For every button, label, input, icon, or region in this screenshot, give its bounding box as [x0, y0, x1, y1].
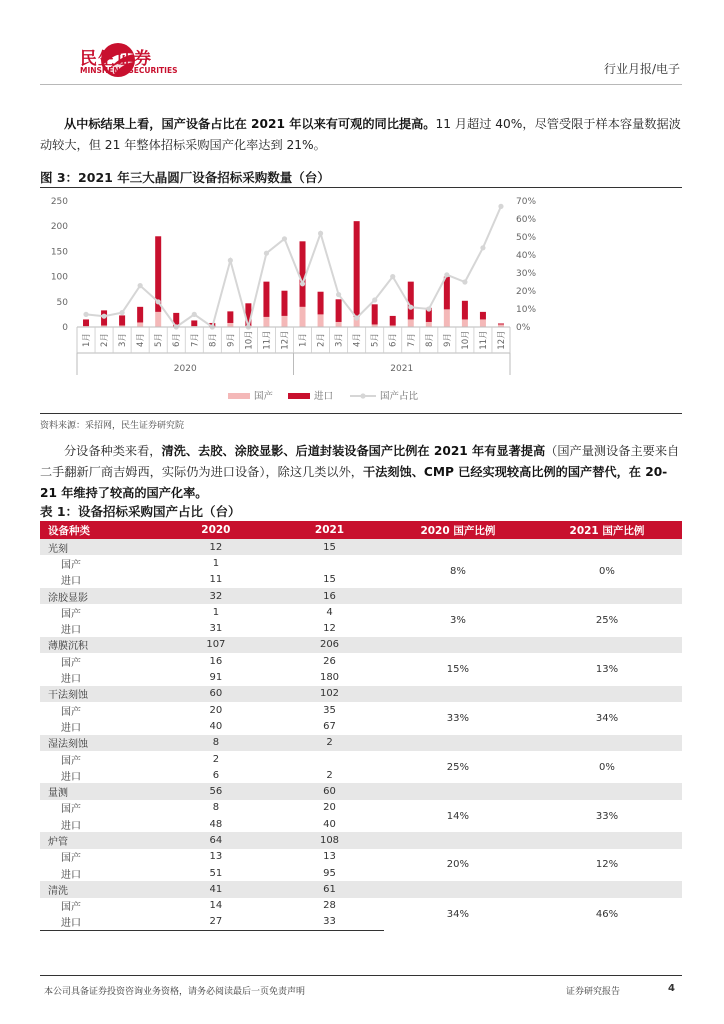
cell-blank: [384, 637, 532, 653]
figure-bottom-rule: [40, 413, 682, 414]
bar-import: [281, 291, 287, 316]
y-right-tick-label: 10%: [516, 305, 537, 315]
cell-2021: [275, 751, 384, 767]
legend-import-label: 进口: [314, 391, 334, 402]
cell-blank: [384, 539, 532, 555]
cell-blank: [384, 832, 532, 848]
cell-blank: [532, 588, 682, 604]
x-tick-label: 10月: [460, 330, 471, 350]
sub-name: 进口: [61, 771, 81, 783]
x-tick-label: 5月: [370, 333, 381, 347]
cell-2020: 20: [209, 704, 223, 716]
cell-2020: 12: [157, 539, 276, 555]
cell-2020: 31: [209, 623, 223, 635]
x-tick-label: 11月: [478, 330, 489, 350]
category-name: 干法刻蚀: [40, 686, 157, 702]
y-right-tick-label: 50%: [516, 233, 537, 243]
sub-name: 国产: [61, 853, 81, 865]
ratio-point: [228, 258, 233, 263]
equipment-table: [40, 521, 682, 931]
table-row: [40, 783, 682, 799]
table-row: [40, 751, 682, 767]
cell-2021: 20: [323, 802, 336, 814]
header-equipment: 设备种类: [40, 521, 157, 539]
cell-2021: 60: [275, 783, 384, 799]
header-2021: 2021: [275, 521, 384, 539]
bar-domestic: [480, 319, 486, 327]
x-tick-label: 8月: [208, 333, 219, 347]
ratio-2020: 8%: [384, 555, 532, 588]
paragraph-2: [40, 441, 682, 504]
y-right-tick-label: 0%: [516, 323, 531, 333]
y-right-tick-label: 30%: [516, 269, 537, 279]
x-tick-label: 8月: [424, 333, 435, 347]
bar-import: [119, 315, 125, 325]
ratio-point: [336, 292, 341, 297]
x-tick-label: 9月: [226, 333, 237, 347]
ratio-point: [282, 236, 287, 241]
cell-2021: 40: [323, 818, 336, 830]
bar-domestic: [227, 323, 233, 327]
x-tick-label: 12月: [496, 330, 507, 350]
cell-2020: 56: [157, 783, 276, 799]
ratio-2020: 15%: [384, 653, 532, 686]
paragraph-2-bold-a: 清洗、去胶、涂胶显影、后道封装设备国产比例在 2021 年有显著提高: [161, 444, 546, 458]
cell-2021: 33: [275, 914, 384, 931]
cell-2020: 16: [209, 655, 223, 667]
bar-import: [191, 320, 197, 326]
bar-domestic: [263, 317, 269, 327]
header-divider: [40, 84, 682, 85]
ratio-point: [354, 315, 359, 320]
ratio-point: [444, 272, 449, 277]
header-2021-ratio: 2021 国产比例: [532, 521, 682, 539]
x-tick-label: 2月: [316, 333, 327, 347]
bar-domestic: [444, 309, 450, 327]
cell-2020: 2: [212, 753, 220, 765]
cell-2020: 40: [209, 720, 223, 732]
ratio-2021: 13%: [532, 653, 682, 686]
ratio-point: [192, 312, 197, 317]
cell-2021: 28: [323, 900, 336, 912]
cell-blank: [532, 783, 682, 799]
bar-import: [408, 282, 414, 320]
cell-2021: 12: [323, 623, 336, 635]
x-tick-label: 4月: [352, 333, 363, 347]
cell-blank: [384, 735, 532, 751]
cell-2020: 11: [209, 574, 223, 586]
cell-blank: [532, 637, 682, 653]
ratio-2020: 34%: [384, 898, 532, 931]
x-tick-label: 6月: [388, 333, 399, 347]
table-row: [40, 898, 682, 914]
bar-import: [354, 221, 360, 317]
cell-2020: 41: [157, 881, 276, 897]
sub-name: 进口: [61, 820, 81, 832]
footer-disclaimer: 本公司具备证券投资咨询业务资格，请务必阅读最后一页免责声明: [44, 987, 306, 997]
bar-import: [300, 241, 306, 307]
cell-2021: 35: [323, 704, 336, 716]
sub-name: 国产: [61, 559, 81, 571]
cell-2020: 64: [157, 832, 276, 848]
paragraph-1: [40, 114, 682, 156]
y-left-tick-label: 150: [50, 247, 68, 258]
bar-domestic: [155, 312, 161, 327]
page-number: 4: [668, 983, 675, 994]
sub-name: 进口: [61, 869, 81, 881]
y-right-tick-label: 70%: [516, 197, 537, 207]
x-tick-label: 2月: [100, 333, 111, 347]
y-left-tick-label: 250: [50, 197, 68, 207]
cell-blank: [532, 881, 682, 897]
ratio-point: [408, 305, 413, 310]
bar-import: [390, 316, 396, 326]
cell-2020: 48: [209, 818, 223, 830]
cell-2020: 14: [209, 900, 223, 912]
sub-name: 进口: [40, 914, 157, 931]
ratio-2021: 34%: [532, 702, 682, 735]
x-tick-label: 3月: [118, 333, 129, 347]
category-name: 湿法刻蚀: [40, 735, 157, 751]
cell-2021: 180: [319, 672, 340, 684]
ratio-point: [498, 204, 503, 209]
figure-source: 资料来源：采招网，民生证券研究院: [40, 421, 185, 431]
cell-2021: 102: [275, 686, 384, 702]
footer-report-type: 证券研究报告: [566, 987, 621, 997]
cell-2021: 4: [326, 606, 333, 618]
x-tick-label: 9月: [442, 333, 453, 347]
bar-import: [444, 277, 450, 310]
chart: [40, 190, 682, 412]
cell-2021: 61: [275, 881, 384, 897]
ratio-2021: 33%: [532, 800, 682, 833]
x-tick-label: 7月: [190, 333, 201, 347]
x-tick-label: 10月: [244, 330, 255, 350]
y-left-tick-label: 50: [56, 297, 68, 308]
cell-2021: 15: [323, 574, 336, 586]
report-category: 行业月报/电子: [603, 62, 680, 76]
x-tick-label: 5月: [154, 333, 165, 347]
cell-2021: 108: [275, 832, 384, 848]
table-row: [40, 604, 682, 620]
bar-import: [498, 323, 504, 324]
y-right-tick-label: 40%: [516, 251, 537, 261]
ratio-point: [264, 251, 269, 256]
bar-import: [480, 312, 486, 320]
table-row: [40, 702, 682, 718]
cell-2021: 206: [275, 637, 384, 653]
ratio-point: [120, 310, 125, 315]
ratio-2021: 25%: [532, 604, 682, 637]
paragraph-2-text-b: （国产量测设备主要来自二手翻新厂商吉姆西，实际仍为进口设备），除这几类以外，: [40, 444, 680, 479]
ratio-point: [83, 312, 88, 317]
cell-blank: [532, 686, 682, 702]
ratio-point: [101, 314, 106, 319]
footer-divider: [40, 975, 682, 976]
table-row: [40, 881, 682, 897]
header-2020: 2020: [157, 521, 276, 539]
bar-import: [318, 292, 324, 315]
ratio-2021: 0%: [532, 555, 682, 588]
bar-domestic: [462, 319, 468, 327]
header-2020-ratio: 2020 国产比例: [384, 521, 532, 539]
bar-domestic: [408, 319, 414, 327]
sub-name: 国产: [61, 755, 81, 767]
cell-2020: 27: [157, 914, 276, 931]
ratio-2020: 33%: [384, 702, 532, 735]
cell-2021: 67: [323, 720, 336, 732]
ratio-line: [86, 206, 501, 327]
bar-import: [372, 304, 378, 324]
category-name: 清洗: [40, 881, 157, 897]
table-row: [40, 539, 682, 555]
cell-2020: 107: [157, 637, 276, 653]
y-left-tick-label: 0: [62, 323, 68, 333]
sub-name: 国产: [61, 608, 81, 620]
figure-top-rule: [40, 187, 682, 188]
paragraph-1-text: 11 月超过 40%，尽管受限于样本容量数据波动较大，但 21 年整体招标采购国产化率达到 21%。: [40, 117, 681, 152]
cell-2021: 2: [275, 735, 384, 751]
ratio-2020: 3%: [384, 604, 532, 637]
cell-2021: 26: [323, 655, 336, 667]
cell-2020: 13: [209, 851, 223, 863]
ratio-point: [480, 245, 485, 250]
x-tick-label: 11月: [262, 330, 273, 350]
cell-blank: [384, 686, 532, 702]
ratio-point: [426, 306, 431, 311]
bar-domestic: [426, 322, 432, 327]
bar-domestic: [137, 322, 143, 327]
sub-name: 进口: [61, 674, 81, 686]
figure-caption: 图 3：2021 年三大晶圆厂设备招标采购数量（台）: [40, 170, 330, 185]
table-row: [40, 686, 682, 702]
sub-name: 进口: [61, 625, 81, 637]
cell-blank: [532, 539, 682, 555]
y-left-tick-label: 200: [50, 222, 68, 233]
bar-domestic: [318, 314, 324, 327]
table-row: [40, 832, 682, 848]
ratio-2020: 25%: [384, 751, 532, 784]
y-right-tick-label: 60%: [516, 215, 537, 225]
x-tick-label: 4月: [136, 333, 147, 347]
bar-import: [263, 282, 269, 317]
x-group-label: 2021: [390, 364, 414, 374]
sub-name: 国产: [61, 657, 81, 669]
sub-name: 进口: [61, 722, 81, 734]
bar-domestic: [281, 316, 287, 327]
bar-import: [336, 299, 342, 322]
x-tick-label: 7月: [406, 333, 417, 347]
ratio-point: [318, 231, 323, 236]
table-row: [40, 588, 682, 604]
ratio-point: [156, 299, 161, 304]
category-name: 涂胶显影: [40, 588, 157, 604]
cell-2020: 8: [212, 802, 220, 814]
cell-blank: [384, 881, 532, 897]
sub-name: 国产: [61, 902, 81, 914]
ratio-2021: 12%: [532, 849, 682, 882]
cell-2020: 1: [212, 606, 220, 618]
ratio-point: [462, 279, 467, 284]
ratio-2020: 20%: [384, 849, 532, 882]
ratio-point: [372, 297, 377, 302]
x-tick-label: 12月: [280, 330, 291, 350]
table-row: [40, 849, 682, 865]
cell-2021: 2: [326, 769, 333, 781]
bar-import: [462, 301, 468, 320]
cell-2021: [275, 555, 384, 571]
bar-domestic: [300, 307, 306, 327]
cell-blank: [532, 735, 682, 751]
sub-name: 国产: [61, 804, 81, 816]
x-tick-label: 1月: [82, 333, 93, 347]
sub-name: 进口: [61, 576, 81, 588]
category-name: 量测: [40, 783, 157, 799]
x-tick-label: 1月: [298, 333, 309, 347]
legend-ratio-label: 国产占比: [380, 391, 419, 402]
category-name: 炉管: [40, 832, 157, 848]
sub-name: 国产: [61, 706, 81, 718]
cell-2021: 95: [323, 867, 336, 879]
legend-domestic-swatch: [228, 393, 250, 399]
x-group-label: 2020: [173, 364, 197, 374]
table-row: [40, 555, 682, 571]
table-caption: 表 1：设备招标采购国产占比（台）: [40, 504, 241, 519]
paragraph-2-text-a: 分设备种类来看，: [64, 444, 162, 458]
ratio-point: [138, 283, 143, 288]
ratio-2021: 0%: [532, 751, 682, 784]
ratio-point: [390, 274, 395, 279]
paragraph-2-bold-b: 干法刻蚀、CMP 已经实现较高比例的国产替代，在 20-21 年维持了较高的国产化率。: [40, 465, 668, 500]
category-name: 光刻: [40, 539, 157, 555]
cell-2020: 32: [157, 588, 276, 604]
table-row: [40, 800, 682, 816]
table-row: [40, 735, 682, 751]
legend-import-swatch: [288, 393, 310, 399]
cell-2021: 13: [323, 851, 336, 863]
logo-text-cn: 民生证券: [80, 49, 152, 69]
legend-ratio-marker: [360, 393, 365, 398]
ratio-2021: 46%: [532, 898, 682, 931]
paragraph-1-bold: 从中标结果上看，国产设备占比在 2021 年以来有可观的同比提高。: [64, 117, 436, 131]
cell-blank: [384, 588, 532, 604]
cell-blank: [384, 783, 532, 799]
x-tick-label: 6月: [172, 333, 183, 347]
cell-2020: 6: [212, 769, 220, 781]
cell-2020: 91: [209, 672, 223, 684]
logo-text-en: MINSHENG SECURITIES: [80, 66, 178, 75]
bar-domestic: [336, 322, 342, 327]
y-left-tick-label: 100: [50, 272, 68, 283]
ratio-point: [300, 281, 305, 286]
x-tick-label: 3月: [334, 333, 345, 347]
bar-import: [137, 307, 143, 323]
category-name: 薄膜沉积: [40, 637, 157, 653]
cell-2021: 15: [275, 539, 384, 555]
cell-2020: 60: [157, 686, 276, 702]
cell-2020: 8: [157, 735, 276, 751]
cell-2020: 1: [212, 557, 220, 569]
cell-2020: 51: [209, 867, 223, 879]
bar-import: [227, 311, 233, 323]
table-header-row: [40, 521, 682, 539]
table-row: [40, 637, 682, 653]
bar-import: [83, 319, 89, 326]
y-right-tick-label: 20%: [516, 287, 537, 297]
cell-2021: 16: [275, 588, 384, 604]
ratio-2020: 14%: [384, 800, 532, 833]
table-row: [40, 653, 682, 669]
legend-domestic-label: 国产: [254, 391, 274, 402]
cell-blank: [532, 832, 682, 848]
